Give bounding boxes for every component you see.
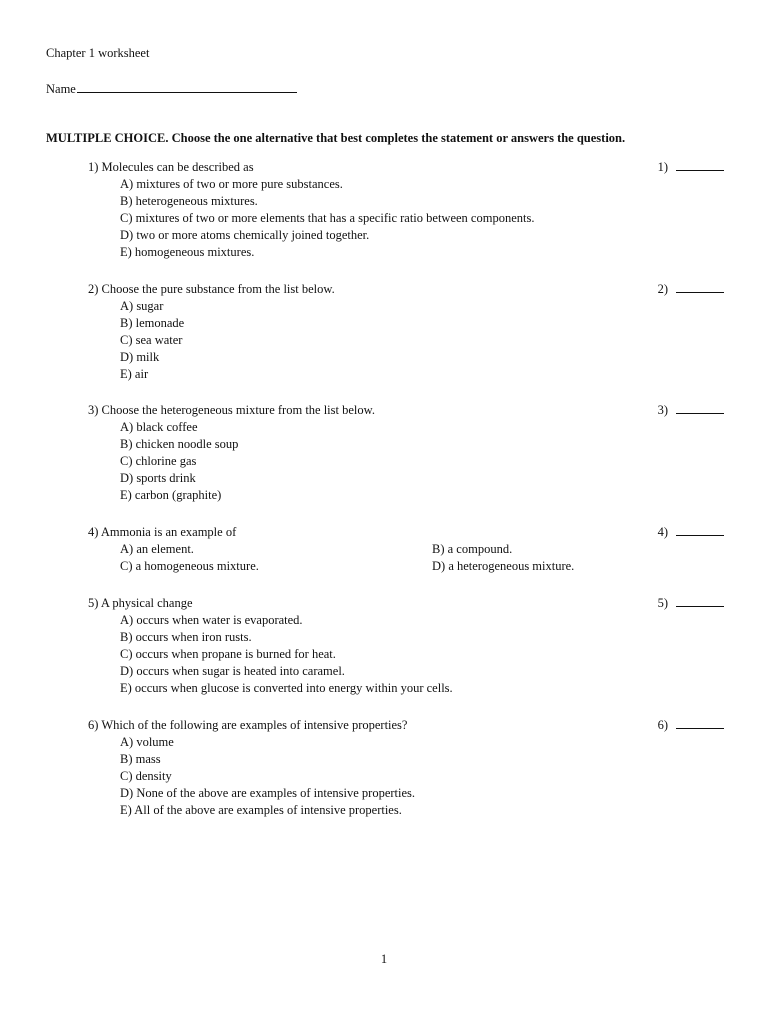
- answer-line[interactable]: [676, 159, 724, 171]
- option-a: A) occurs when water is evaporated.: [120, 613, 303, 627]
- question-4: [88, 524, 724, 575]
- answer-label: 3): [657, 403, 668, 417]
- question-number: 4): [88, 525, 99, 539]
- question-stem: [88, 524, 724, 541]
- question-number: 3): [88, 403, 99, 417]
- option-b: B) lemonade: [120, 316, 185, 330]
- question-text: Molecules can be described as: [101, 160, 254, 174]
- options-grid: [88, 541, 724, 575]
- answer-blank[interactable]: [658, 595, 724, 612]
- answer-line[interactable]: [676, 717, 724, 729]
- name-label: Name: [46, 82, 76, 96]
- question-6: [88, 717, 724, 819]
- option-d: D) sports drink: [120, 471, 196, 485]
- question-number: 2): [88, 282, 99, 296]
- option-b: B) chicken noodle soup: [120, 437, 239, 451]
- question-text: Choose the pure substance from the list below.: [101, 282, 335, 296]
- answer-blank[interactable]: [658, 159, 724, 176]
- option-d: D) a heterogeneous mixture.: [432, 559, 575, 573]
- option-c: C) sea water: [120, 333, 183, 347]
- option-b: B) mass: [120, 752, 161, 766]
- answer-label: 5): [657, 596, 668, 610]
- option-d: D) two or more atoms chemically joined together.: [120, 228, 370, 242]
- name-field-row: [46, 80, 297, 97]
- question-number: 5): [88, 596, 99, 610]
- answer-blank[interactable]: [658, 717, 724, 734]
- option-c: C) chlorine gas: [120, 454, 197, 468]
- option-c: C) a homogeneous mixture.: [120, 559, 259, 573]
- question-stem: [88, 402, 724, 419]
- question-text: Choose the heterogeneous mixture from the list below.: [101, 403, 375, 417]
- option-a: A) black coffee: [120, 420, 198, 434]
- question-text: A physical change: [100, 596, 193, 610]
- instructions: MULTIPLE CHOICE. Choose the one alternative that best completes the statement or answers the question.: [46, 131, 626, 145]
- question-1: [88, 159, 724, 261]
- option-e: E) All of the above are examples of intensive properties.: [120, 803, 402, 817]
- question-number: 6): [88, 718, 99, 732]
- option-e: E) occurs when glucose is converted into energy within your cells.: [120, 681, 453, 695]
- answer-line[interactable]: [676, 595, 724, 607]
- option-e: E) carbon (graphite): [120, 488, 222, 502]
- answer-label: 6): [657, 718, 668, 732]
- question-2: [88, 281, 724, 383]
- question-stem: [88, 281, 724, 298]
- question-stem: [88, 717, 724, 734]
- option-c: C) occurs when propane is burned for heat.: [120, 647, 336, 661]
- answer-label: 2): [657, 282, 668, 296]
- page-number: 1: [380, 952, 388, 966]
- question-5: [88, 595, 724, 697]
- option-c: C) mixtures of two or more elements that has a specific ratio between components.: [120, 211, 535, 225]
- option-e: E) air: [120, 367, 149, 381]
- question-stem: [88, 595, 724, 612]
- question-text: Which of the following are examples of intensive properties?: [101, 718, 408, 732]
- answer-label: 1): [657, 160, 668, 174]
- question-stem: [88, 159, 724, 176]
- option-b: B) heterogeneous mixtures.: [120, 194, 258, 208]
- option-d: D) milk: [120, 350, 160, 364]
- option-a: A) sugar: [120, 299, 164, 313]
- answer-line[interactable]: [676, 524, 724, 536]
- answer-blank[interactable]: [658, 524, 724, 541]
- answer-label: 4): [657, 525, 668, 539]
- option-c: C) density: [120, 769, 172, 783]
- answer-line[interactable]: [676, 402, 724, 414]
- worksheet-title: Chapter 1 worksheet: [46, 46, 150, 60]
- option-a: A) mixtures of two or more pure substances.: [120, 177, 343, 191]
- question-text: Ammonia is an example of: [100, 525, 237, 539]
- option-e: E) homogeneous mixtures.: [120, 245, 255, 259]
- question-3: [88, 402, 724, 504]
- option-a: A) volume: [120, 735, 174, 749]
- question-number: 1): [88, 160, 99, 174]
- name-blank-line[interactable]: [77, 80, 297, 93]
- option-b: B) occurs when iron rusts.: [120, 630, 252, 644]
- option-a: A) an element.: [120, 542, 194, 556]
- option-b: B) a compound.: [432, 542, 513, 556]
- answer-line[interactable]: [676, 281, 724, 293]
- answer-blank[interactable]: [658, 281, 724, 298]
- answer-blank[interactable]: [658, 402, 724, 419]
- option-d: D) None of the above are examples of intensive properties.: [120, 786, 416, 800]
- option-d: D) occurs when sugar is heated into caramel.: [120, 664, 345, 678]
